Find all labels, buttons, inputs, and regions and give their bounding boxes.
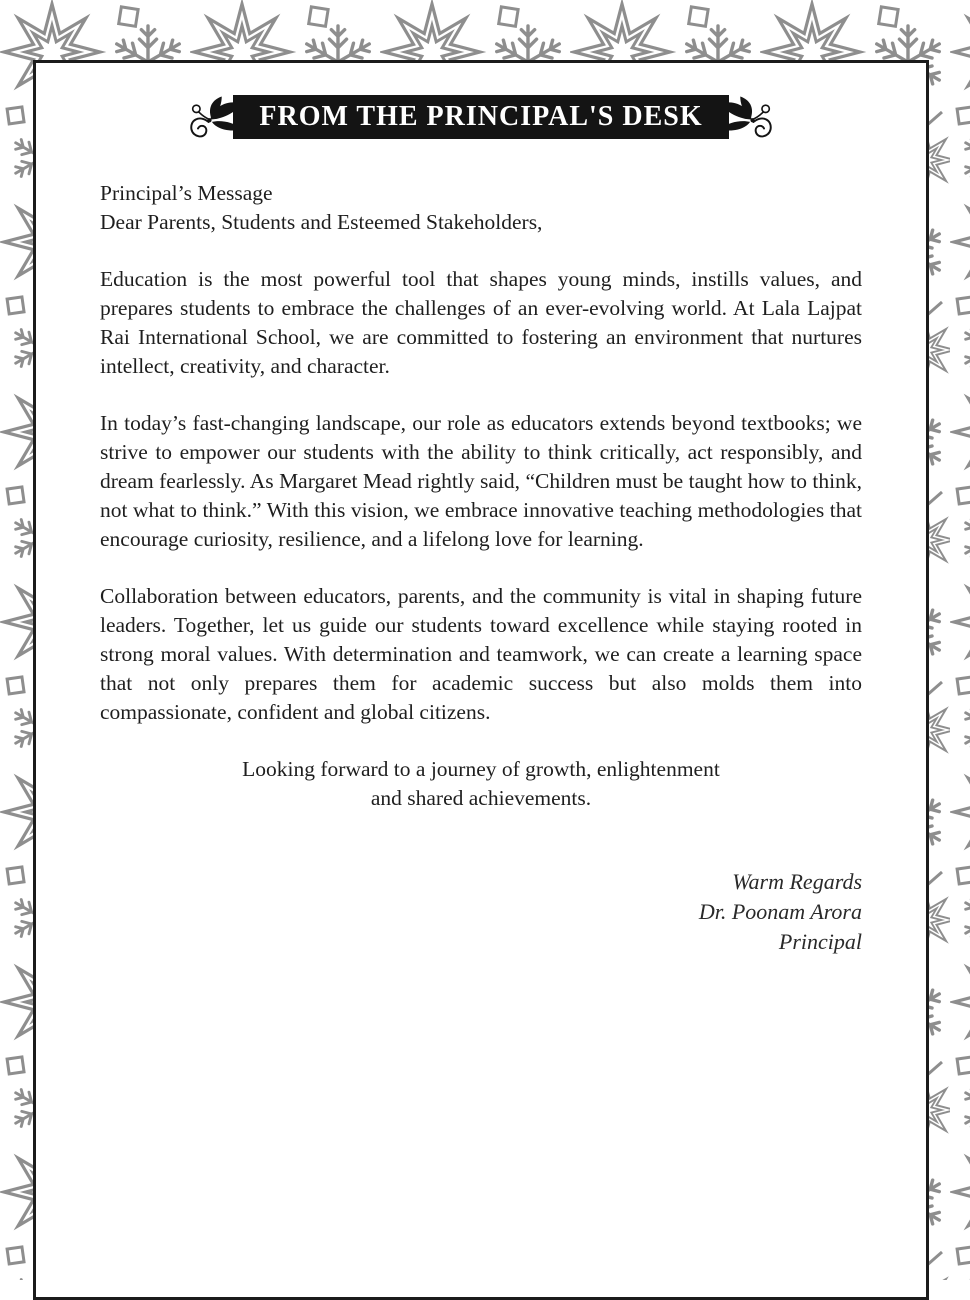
banner-row: [100, 93, 862, 141]
signature-name: Dr. Poonam Arora: [698, 899, 862, 924]
signature-regards: Warm Regards: [732, 869, 862, 894]
closing-line: Looking forward to a journey of growth, enlightenment: [242, 757, 720, 781]
message-salutation: Dear Parents, Students and Esteemed Stakeholders,: [100, 210, 543, 234]
message-heading-block: [100, 179, 862, 237]
message-heading: Principal’s Message: [100, 181, 273, 205]
message-paragraph: In today’s fast-changing landscape, our role as educators extends beyond textbooks; we strive to empower our students with the ability to think critically, act responsibly, and dream fearlessly. As Margaret Mead rightly said, “Children must be taught how to think, not what to think.” With this vision, we embrace innovative teaching methodologies that encourage curiosity, resilience, and a lifelong love for learning.: [100, 411, 862, 551]
page-title-banner: [233, 95, 728, 139]
signature-block: [100, 867, 862, 957]
page-title: FROM THE PRINCIPAL'S DESK: [259, 101, 703, 132]
page-content: [36, 93, 926, 957]
closing-line: and shared achievements.: [370, 786, 592, 810]
message-paragraph: Education is the most powerful tool that shapes young minds, instills values, and prepares students to embrace the challenges of an ever-evolving world. At Lala Lajpat Rai International School, we are committed to fostering an environment that nurtures intellect, creativity, and character.: [100, 267, 862, 378]
signature-title: Principal: [778, 929, 862, 954]
closing-lines: [100, 755, 862, 813]
page-panel: [33, 60, 929, 1300]
message-paragraph: Collaboration between educators, parents, and the community is vital in shaping future leaders. Together, let us guide our students toward excellence while staying rooted in strong moral values. With determination and teamwork, we can create a learning space that not only prepares them for academic success but also molds them into compassionate, confident and global citizens.: [100, 584, 862, 724]
